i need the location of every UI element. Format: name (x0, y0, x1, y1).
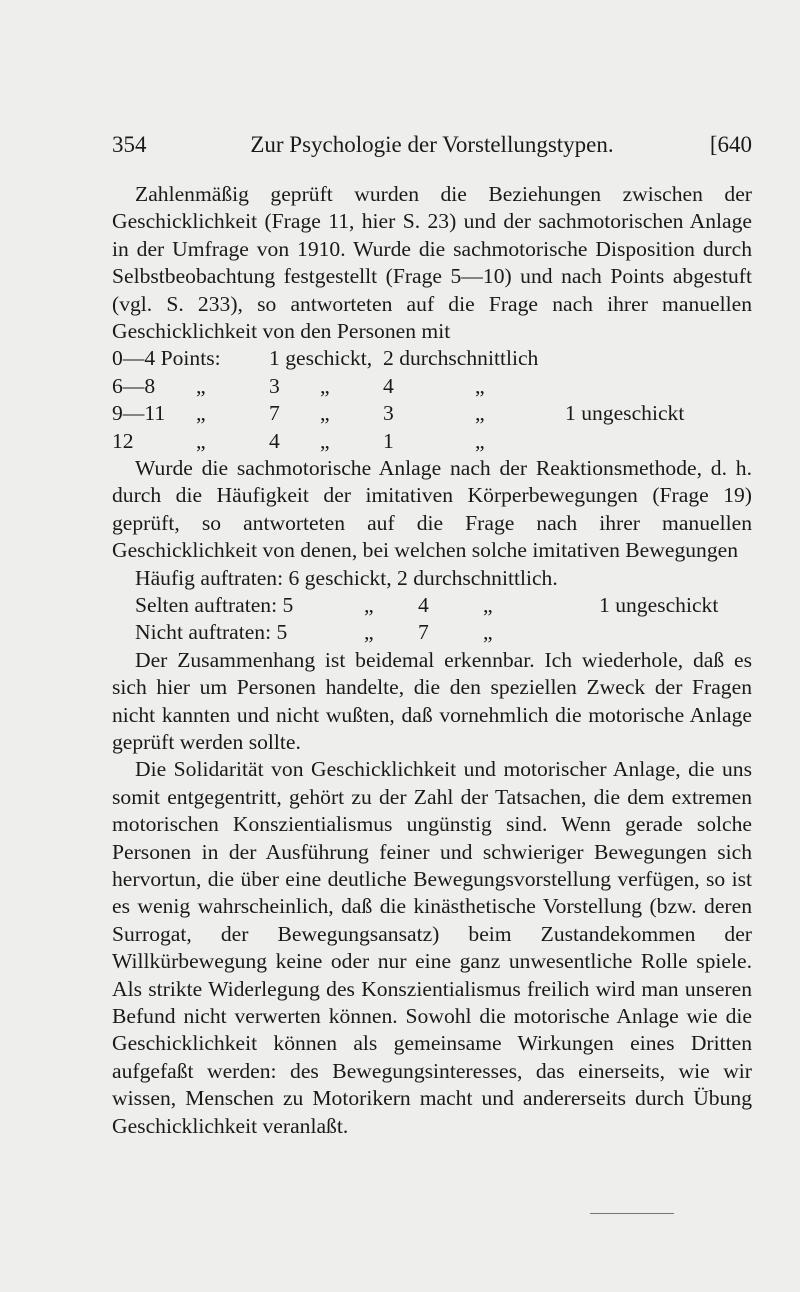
table-cell: 9—11 (112, 401, 166, 426)
table-cell: Selten auftraten: 5 (135, 593, 294, 618)
table-cell: „ (364, 620, 374, 645)
table-cell: 4 (418, 593, 429, 618)
end-rule (590, 1213, 674, 1214)
table-cell: 3 (269, 373, 280, 398)
table-points (112, 345, 752, 455)
table-cell: „ (196, 401, 206, 426)
table-cell: 7 (418, 620, 429, 645)
page-header (112, 132, 752, 166)
table-cell: „ (483, 620, 493, 645)
table-row (112, 400, 752, 427)
table-cell: 1 ungeschickt (565, 401, 685, 426)
table-row (112, 619, 752, 646)
table-cell: 12 (112, 428, 134, 453)
running-title: Zur Psychologie der Vorstellungstypen. (250, 132, 614, 157)
table-cell: 4 (383, 373, 394, 398)
table-cell: „ (364, 593, 374, 618)
table-cell: 1 geschickt, (269, 346, 373, 371)
table-row (112, 373, 752, 400)
table-cell: 2 durchschnittlich (383, 346, 539, 371)
table-cell: „ (320, 401, 330, 426)
table-cell: „ (196, 428, 206, 453)
table-cell: 1 (383, 428, 394, 453)
table-cell: „ (475, 401, 485, 426)
table-cell: „ (196, 373, 206, 398)
table-cell: 4 (269, 428, 280, 453)
table-cell: Häufig auftraten: 6 geschickt, 2 durchschnittlich. (135, 565, 558, 590)
paragraph-1: Zahlenmäßig geprüft wurden die Beziehungen zwischen der Geschicklichkeit (Frage 11, hier S. 23) und der sachmotorischen Anlage in der Umfrage von 1910. Wurde die sachmotorische Disposition durch Selbstbeobachtung festgestellt (Frage 5—10) und nach Points abgestuft (vgl. S. 233), so antworteten auf die Frage nach ihrer manuellen Geschicklichkeit von den Personen mit (112, 182, 752, 344)
page-body (112, 181, 752, 1140)
table-cell: „ (475, 373, 485, 398)
table-cell: 1 ungeschickt (599, 593, 719, 618)
table-row (112, 345, 752, 372)
table-cell: Nicht auftraten: 5 (135, 620, 288, 645)
table-cell: „ (475, 428, 485, 453)
table-cell: 3 (383, 401, 394, 426)
table-reaction (112, 565, 752, 647)
table-row (112, 565, 752, 592)
paragraph-2: Wurde die sachmotorische Anlage nach der Reaktionsmethode, d. h. durch die Häufigkeit der imitativen Körperbewegungen (Frage 19) geprüft, so antworteten auf die Frage nach ihrer manuellen Geschicklichkeit von denen, bei welchen solche imitativen Bewegungen (112, 456, 752, 563)
table-cell: 6—8 (112, 373, 156, 398)
table-cell: „ (483, 593, 493, 618)
table-cell: „ (320, 373, 330, 398)
table-row (112, 592, 752, 619)
table-cell: 0—4 Points: (112, 346, 221, 371)
original-page-marker: [640 (709, 132, 752, 157)
paragraph-3: Der Zusammenhang ist beidemal erkennbar. Ich wiederhole, daß es sich hier um Personen handelte, die den speziellen Zweck der Fragen nicht kannten und nicht wußten, daß vornehmlich die motorische Anlage geprüft werden sollte. (112, 647, 752, 755)
page-number: 354 (112, 132, 147, 157)
table-cell: „ (320, 428, 330, 453)
paragraph-4: Die Solidarität von Geschicklichkeit und motorischer Anlage, die uns somit entgegentritt, gehört zu der Zahl der Tatsachen, die dem extremen motorischen Konszientialismus ungünstig sind. Wenn gerade solche Personen in der Ausführung feiner und schwieriger Bewegungen sich hervortun, die über eine deutliche Bewegungsvorstellung verfügen, so ist es wenig wahrscheinlich, daß die kinästhetische Vorstellung (bzw. deren Surrogat, der Bewegungsansatz) beim Zustandekommen der Willkürbewegung keine oder nur eine ganz unwesentliche Rolle spiele. Als strikte Widerlegung des Konszientialismus freilich wird man unseren Befund nicht verwerten können. Sowohl die motorische Anlage wie die Geschicklichkeit können als gemeinsame Wirkungen eines Dritten aufgefaßt werden: des Bewegungsinteresses, das einerseits, wie wir wissen, Menschen zu Motorikern macht und andererseits durch Übung Geschicklichkeit veranlaßt. (112, 757, 752, 1138)
table-row (112, 428, 752, 455)
table-cell: 7 (269, 401, 280, 426)
